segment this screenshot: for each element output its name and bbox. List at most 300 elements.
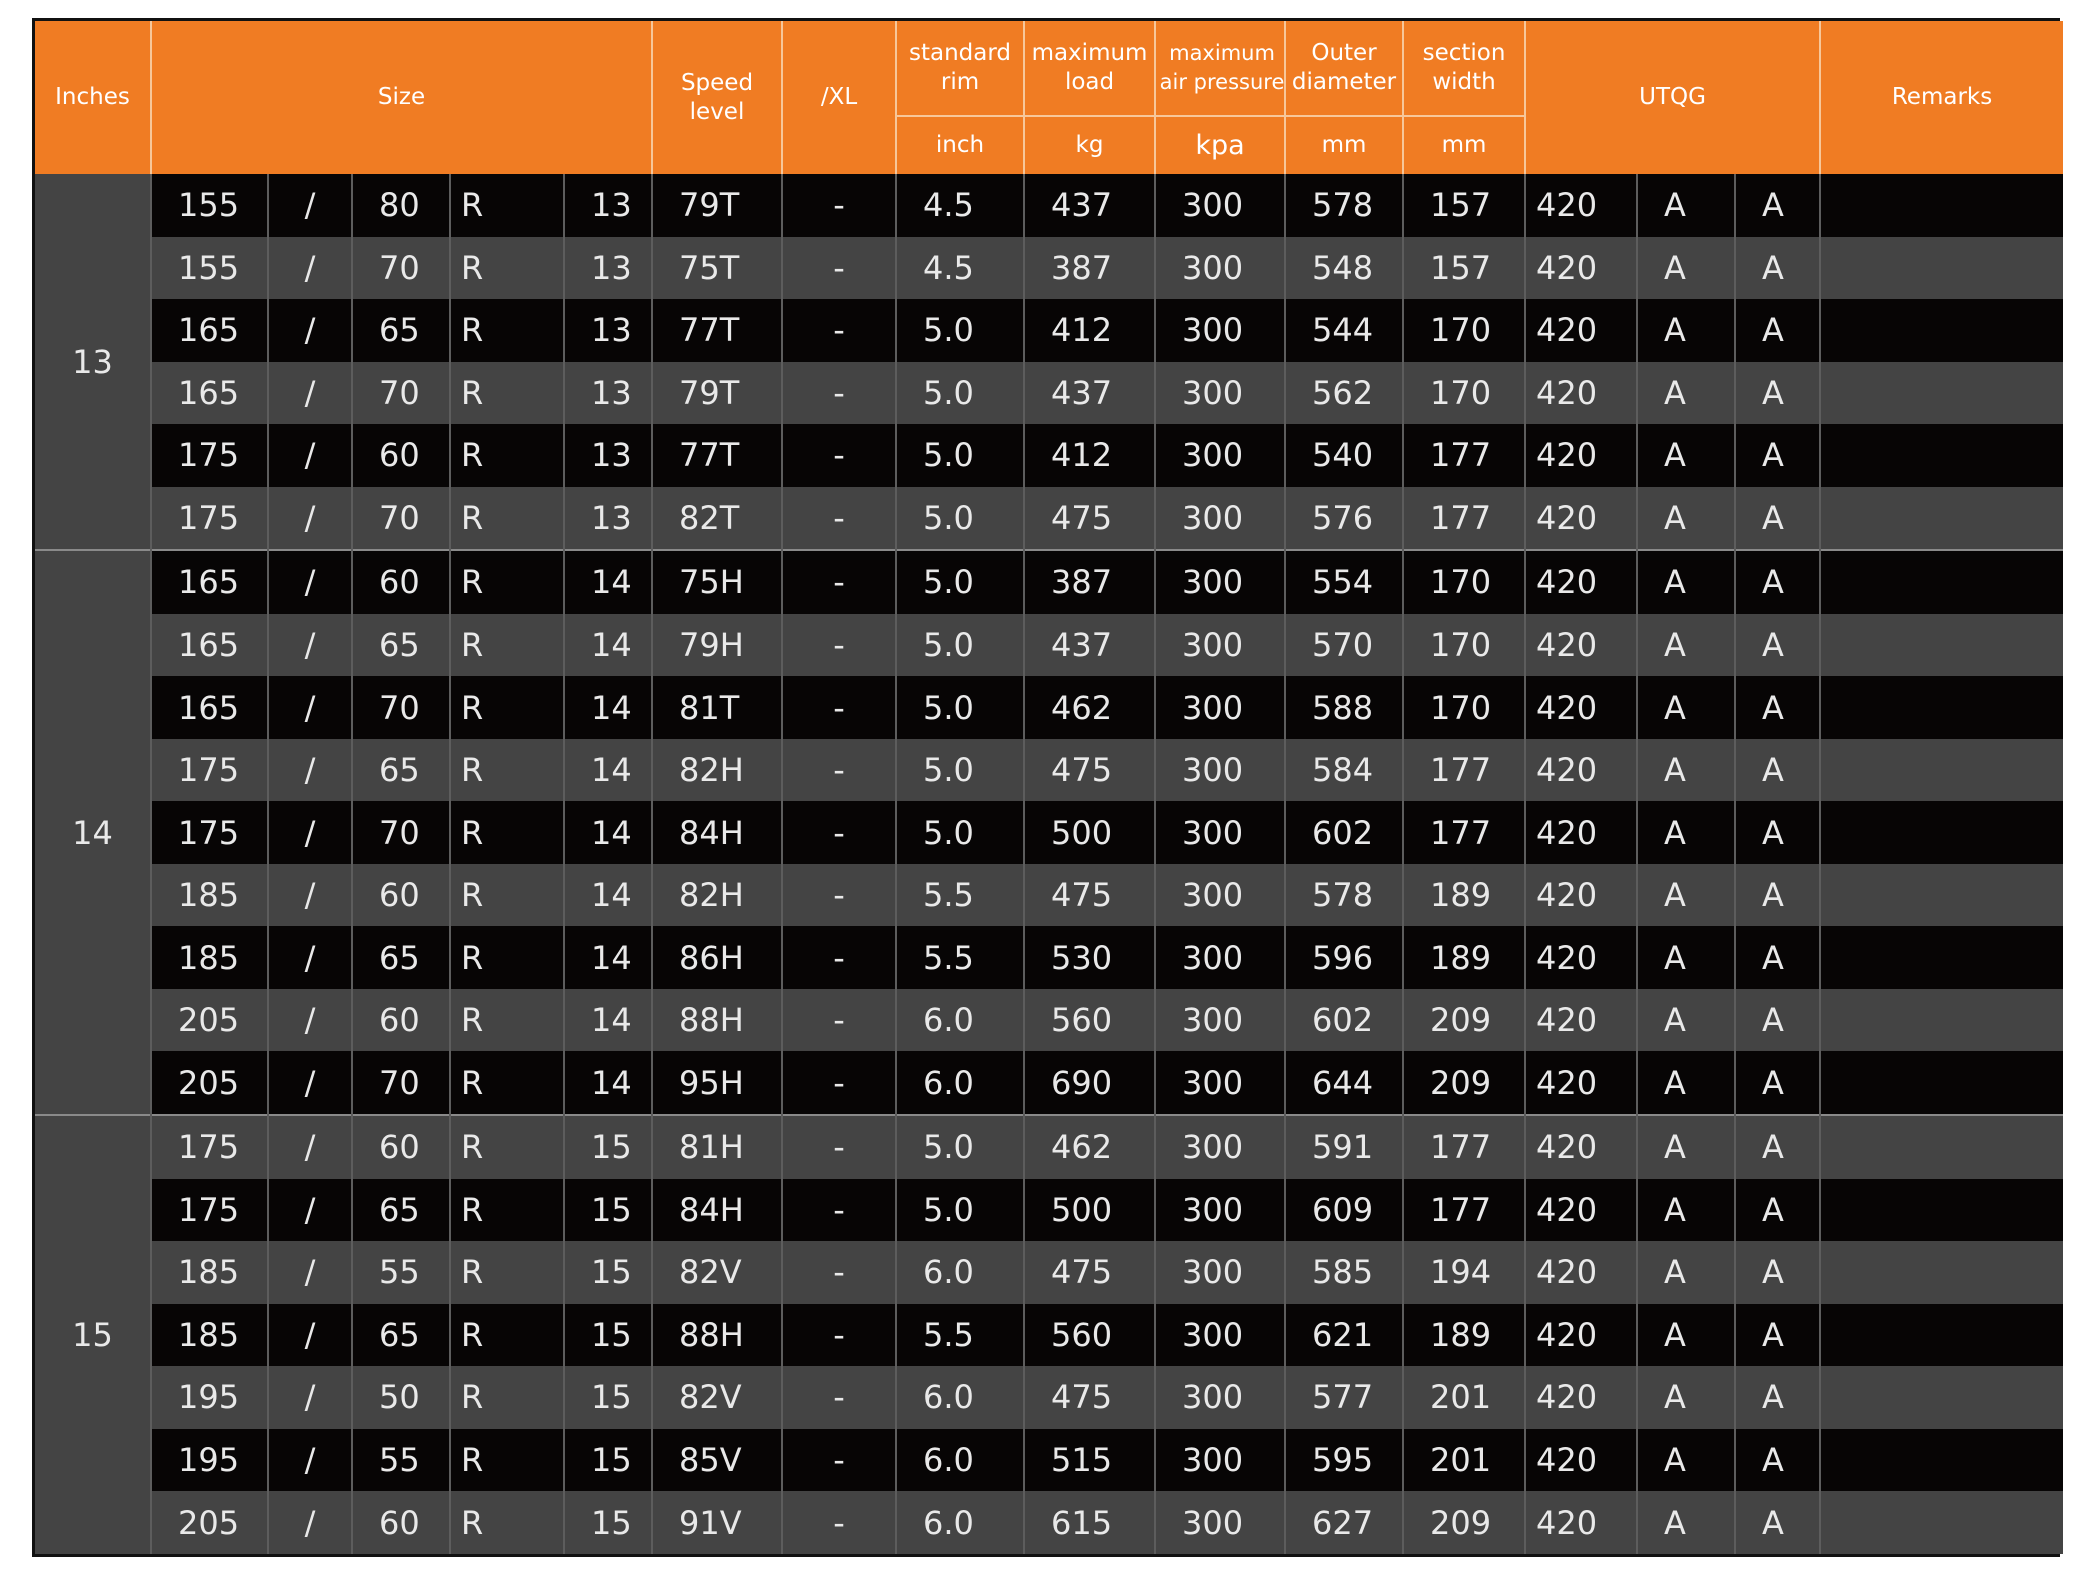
speed-level-cell: 91V <box>652 1491 782 1554</box>
tire-width-cell: 205 <box>151 989 268 1052</box>
maximum-air-pressure-cell: 300 <box>1155 362 1285 425</box>
outer-diameter-cell: 644 <box>1285 1051 1403 1115</box>
maximum-air-pressure-cell: 300 <box>1155 550 1285 614</box>
header-xl: /XL <box>782 21 896 174</box>
unit-width: mm <box>1403 116 1525 174</box>
maximum-air-pressure-cell: 300 <box>1155 237 1285 300</box>
table-row <box>35 989 2063 1052</box>
aspect-ratio-cell: 60 <box>352 550 450 614</box>
maximum-load-cell: 560 <box>1024 989 1155 1052</box>
aspect-ratio-cell: 65 <box>352 926 450 989</box>
utqg-traction-cell: A <box>1637 1304 1735 1367</box>
table-row <box>35 926 2063 989</box>
utqg-temperature-cell: A <box>1735 676 1820 739</box>
construction-cell: R <box>450 1491 564 1554</box>
utqg-temperature-cell: A <box>1735 299 1820 362</box>
tire-width-cell: 165 <box>151 676 268 739</box>
utqg-traction-cell: A <box>1637 614 1735 677</box>
size-separator-cell: / <box>268 237 352 300</box>
section-width-cell: 157 <box>1403 174 1525 237</box>
rim-diameter-cell: 14 <box>564 1051 652 1115</box>
tire-width-cell: 175 <box>151 1115 268 1179</box>
standard-rim-cell: 5.0 <box>896 487 1024 551</box>
table-row <box>35 1241 2063 1304</box>
construction-cell: R <box>450 614 564 677</box>
xl-flag-cell: - <box>782 299 896 362</box>
tire-width-cell: 175 <box>151 424 268 487</box>
construction-cell: R <box>450 801 564 864</box>
remarks-cell <box>1820 1241 2063 1304</box>
remarks-cell <box>1820 174 2063 237</box>
utqg-treadwear-cell: 420 <box>1525 926 1637 989</box>
size-separator-cell: / <box>268 1429 352 1492</box>
utqg-traction-cell: A <box>1637 801 1735 864</box>
inches-group-cell: 14 <box>35 550 151 1115</box>
xl-flag-cell: - <box>782 1429 896 1492</box>
section-width-cell: 177 <box>1403 1179 1525 1242</box>
maximum-load-cell: 387 <box>1024 237 1155 300</box>
remarks-cell <box>1820 237 2063 300</box>
size-separator-cell: / <box>268 1115 352 1179</box>
aspect-ratio-cell: 70 <box>352 237 450 300</box>
outer-diameter-cell: 621 <box>1285 1304 1403 1367</box>
table-row <box>35 676 2063 739</box>
size-separator-cell: / <box>268 614 352 677</box>
tire-width-cell: 185 <box>151 864 268 927</box>
size-separator-cell: / <box>268 1366 352 1429</box>
speed-level-cell: 88H <box>652 989 782 1052</box>
rim-diameter-cell: 14 <box>564 989 652 1052</box>
speed-level-cell: 82V <box>652 1366 782 1429</box>
maximum-air-pressure-cell: 300 <box>1155 614 1285 677</box>
utqg-traction-cell: A <box>1637 1429 1735 1492</box>
section-width-cell: 209 <box>1403 1491 1525 1554</box>
aspect-ratio-cell: 70 <box>352 801 450 864</box>
utqg-temperature-cell: A <box>1735 550 1820 614</box>
aspect-ratio-cell: 60 <box>352 1115 450 1179</box>
remarks-cell <box>1820 550 2063 614</box>
remarks-cell <box>1820 487 2063 551</box>
maximum-air-pressure-cell: 300 <box>1155 864 1285 927</box>
utqg-treadwear-cell: 420 <box>1525 614 1637 677</box>
maximum-load-cell: 690 <box>1024 1051 1155 1115</box>
standard-rim-cell: 6.0 <box>896 1241 1024 1304</box>
remarks-cell <box>1820 1115 2063 1179</box>
utqg-traction-cell: A <box>1637 989 1735 1052</box>
maximum-air-pressure-cell: 300 <box>1155 1429 1285 1492</box>
table-row <box>35 424 2063 487</box>
utqg-temperature-cell: A <box>1735 739 1820 802</box>
rim-diameter-cell: 13 <box>564 487 652 551</box>
speed-level-cell: 82T <box>652 487 782 551</box>
maximum-load-cell: 475 <box>1024 1366 1155 1429</box>
utqg-traction-cell: A <box>1637 550 1735 614</box>
maximum-air-pressure-cell: 300 <box>1155 739 1285 802</box>
maximum-load-cell: 437 <box>1024 614 1155 677</box>
rim-diameter-cell: 13 <box>564 174 652 237</box>
utqg-treadwear-cell: 420 <box>1525 1304 1637 1367</box>
aspect-ratio-cell: 65 <box>352 1179 450 1242</box>
construction-cell: R <box>450 1115 564 1179</box>
tire-width-cell: 155 <box>151 174 268 237</box>
maximum-load-cell: 475 <box>1024 864 1155 927</box>
rim-diameter-cell: 15 <box>564 1366 652 1429</box>
aspect-ratio-cell: 70 <box>352 362 450 425</box>
outer-diameter-cell: 554 <box>1285 550 1403 614</box>
size-separator-cell: / <box>268 1179 352 1242</box>
utqg-treadwear-cell: 420 <box>1525 989 1637 1052</box>
size-separator-cell: / <box>268 926 352 989</box>
rim-diameter-cell: 14 <box>564 676 652 739</box>
section-width-cell: 170 <box>1403 550 1525 614</box>
tire-width-cell: 185 <box>151 1241 268 1304</box>
speed-level-cell: 88H <box>652 1304 782 1367</box>
remarks-cell <box>1820 989 2063 1052</box>
remarks-cell <box>1820 739 2063 802</box>
utqg-treadwear-cell: 420 <box>1525 1429 1637 1492</box>
outer-diameter-cell: 548 <box>1285 237 1403 300</box>
header-remarks: Remarks <box>1820 21 2063 174</box>
size-separator-cell: / <box>268 1304 352 1367</box>
utqg-temperature-cell: A <box>1735 1304 1820 1367</box>
outer-diameter-cell: 596 <box>1285 926 1403 989</box>
tire-width-cell: 165 <box>151 614 268 677</box>
construction-cell: R <box>450 237 564 300</box>
construction-cell: R <box>450 989 564 1052</box>
size-separator-cell: / <box>268 299 352 362</box>
aspect-ratio-cell: 80 <box>352 174 450 237</box>
utqg-treadwear-cell: 420 <box>1525 174 1637 237</box>
utqg-treadwear-cell: 420 <box>1525 739 1637 802</box>
utqg-temperature-cell: A <box>1735 614 1820 677</box>
utqg-temperature-cell: A <box>1735 1241 1820 1304</box>
utqg-temperature-cell: A <box>1735 1429 1820 1492</box>
utqg-temperature-cell: A <box>1735 424 1820 487</box>
maximum-air-pressure-cell: 300 <box>1155 989 1285 1052</box>
table-row <box>35 550 2063 614</box>
xl-flag-cell: - <box>782 1304 896 1367</box>
remarks-cell <box>1820 1304 2063 1367</box>
utqg-treadwear-cell: 420 <box>1525 864 1637 927</box>
outer-diameter-cell: 602 <box>1285 989 1403 1052</box>
table-row <box>35 1115 2063 1179</box>
maximum-air-pressure-cell: 300 <box>1155 1179 1285 1242</box>
outer-diameter-cell: 578 <box>1285 864 1403 927</box>
outer-diameter-cell: 570 <box>1285 614 1403 677</box>
size-separator-cell: / <box>268 362 352 425</box>
size-separator-cell: / <box>268 676 352 739</box>
unit-rim: inch <box>896 116 1024 174</box>
section-width-cell: 177 <box>1403 739 1525 802</box>
standard-rim-cell: 5.0 <box>896 614 1024 677</box>
construction-cell: R <box>450 174 564 237</box>
maximum-load-cell: 515 <box>1024 1429 1155 1492</box>
table-row <box>35 864 2063 927</box>
rim-diameter-cell: 14 <box>564 801 652 864</box>
standard-rim-cell: 5.0 <box>896 299 1024 362</box>
header-speed-level-text: Speed level <box>680 69 754 125</box>
section-width-cell: 209 <box>1403 1051 1525 1115</box>
construction-cell: R <box>450 550 564 614</box>
size-separator-cell: / <box>268 1491 352 1554</box>
construction-cell: R <box>450 424 564 487</box>
standard-rim-cell: 5.0 <box>896 550 1024 614</box>
tire-width-cell: 195 <box>151 1429 268 1492</box>
size-separator-cell: / <box>268 424 352 487</box>
utqg-treadwear-cell: 420 <box>1525 487 1637 551</box>
standard-rim-cell: 6.0 <box>896 989 1024 1052</box>
rim-diameter-cell: 14 <box>564 926 652 989</box>
section-width-cell: 201 <box>1403 1366 1525 1429</box>
tire-width-cell: 175 <box>151 487 268 551</box>
construction-cell: R <box>450 299 564 362</box>
remarks-cell <box>1820 424 2063 487</box>
utqg-temperature-cell: A <box>1735 1366 1820 1429</box>
section-width-cell: 177 <box>1403 801 1525 864</box>
tire-width-cell: 175 <box>151 1179 268 1242</box>
utqg-temperature-cell: A <box>1735 237 1820 300</box>
maximum-air-pressure-cell: 300 <box>1155 1304 1285 1367</box>
tire-width-cell: 165 <box>151 550 268 614</box>
header-row <box>35 21 2063 116</box>
table-row <box>35 1366 2063 1429</box>
utqg-traction-cell: A <box>1637 174 1735 237</box>
header-standard-rim <box>896 21 1024 116</box>
header-maximum-load <box>1024 21 1155 116</box>
utqg-traction-cell: A <box>1637 1241 1735 1304</box>
outer-diameter-cell: 591 <box>1285 1115 1403 1179</box>
maximum-air-pressure-cell: 300 <box>1155 801 1285 864</box>
outer-diameter-cell: 540 <box>1285 424 1403 487</box>
rim-diameter-cell: 14 <box>564 864 652 927</box>
remarks-cell <box>1820 1179 2063 1242</box>
standard-rim-cell: 5.5 <box>896 864 1024 927</box>
header-standard-rim-text: standard rim <box>909 40 1012 95</box>
xl-flag-cell: - <box>782 676 896 739</box>
section-width-cell: 170 <box>1403 614 1525 677</box>
rim-diameter-cell: 15 <box>564 1241 652 1304</box>
aspect-ratio-cell: 60 <box>352 424 450 487</box>
utqg-treadwear-cell: 420 <box>1525 1241 1637 1304</box>
construction-cell: R <box>450 926 564 989</box>
utqg-treadwear-cell: 420 <box>1525 1491 1637 1554</box>
standard-rim-cell: 4.5 <box>896 174 1024 237</box>
speed-level-cell: 75T <box>652 237 782 300</box>
rim-diameter-cell: 13 <box>564 362 652 425</box>
standard-rim-cell: 6.0 <box>896 1051 1024 1115</box>
table-row <box>35 299 2063 362</box>
outer-diameter-cell: 562 <box>1285 362 1403 425</box>
table-row <box>35 739 2063 802</box>
aspect-ratio-cell: 55 <box>352 1241 450 1304</box>
outer-diameter-cell: 584 <box>1285 739 1403 802</box>
xl-flag-cell: - <box>782 1179 896 1242</box>
maximum-load-cell: 530 <box>1024 926 1155 989</box>
utqg-traction-cell: A <box>1637 1051 1735 1115</box>
size-separator-cell: / <box>268 487 352 551</box>
speed-level-cell: 79H <box>652 614 782 677</box>
remarks-cell <box>1820 864 2063 927</box>
table-row <box>35 1491 2063 1554</box>
standard-rim-cell: 5.0 <box>896 676 1024 739</box>
utqg-traction-cell: A <box>1637 1491 1735 1554</box>
outer-diameter-cell: 578 <box>1285 174 1403 237</box>
rim-diameter-cell: 15 <box>564 1491 652 1554</box>
table-row <box>35 1051 2063 1115</box>
utqg-traction-cell: A <box>1637 362 1735 425</box>
header-section-width-text: section width <box>1422 40 1506 95</box>
header-utqg: UTQG <box>1525 21 1820 174</box>
aspect-ratio-cell: 70 <box>352 676 450 739</box>
utqg-treadwear-cell: 420 <box>1525 550 1637 614</box>
inches-group-cell: 13 <box>35 174 151 550</box>
outer-diameter-cell: 544 <box>1285 299 1403 362</box>
utqg-traction-cell: A <box>1637 676 1735 739</box>
utqg-treadwear-cell: 420 <box>1525 1366 1637 1429</box>
utqg-traction-cell: A <box>1637 299 1735 362</box>
standard-rim-cell: 5.0 <box>896 801 1024 864</box>
rim-diameter-cell: 13 <box>564 237 652 300</box>
maximum-load-cell: 475 <box>1024 487 1155 551</box>
standard-rim-cell: 4.5 <box>896 237 1024 300</box>
utqg-temperature-cell: A <box>1735 926 1820 989</box>
maximum-load-cell: 615 <box>1024 1491 1155 1554</box>
construction-cell: R <box>450 739 564 802</box>
rim-diameter-cell: 14 <box>564 550 652 614</box>
rim-diameter-cell: 14 <box>564 614 652 677</box>
remarks-cell <box>1820 1429 2063 1492</box>
xl-flag-cell: - <box>782 237 896 300</box>
speed-level-cell: 77T <box>652 424 782 487</box>
unit-pressure: kpa <box>1155 116 1285 174</box>
table-row <box>35 1429 2063 1492</box>
speed-level-cell: 75H <box>652 550 782 614</box>
xl-flag-cell: - <box>782 739 896 802</box>
remarks-cell <box>1820 801 2063 864</box>
speed-level-cell: 77T <box>652 299 782 362</box>
standard-rim-cell: 6.0 <box>896 1429 1024 1492</box>
construction-cell: R <box>450 676 564 739</box>
xl-flag-cell: - <box>782 174 896 237</box>
maximum-load-cell: 475 <box>1024 739 1155 802</box>
standard-rim-cell: 5.0 <box>896 739 1024 802</box>
utqg-treadwear-cell: 420 <box>1525 1051 1637 1115</box>
remarks-cell <box>1820 614 2063 677</box>
table-row <box>35 362 2063 425</box>
section-width-cell: 189 <box>1403 926 1525 989</box>
maximum-load-cell: 412 <box>1024 299 1155 362</box>
tire-width-cell: 175 <box>151 739 268 802</box>
rim-diameter-cell: 13 <box>564 424 652 487</box>
speed-level-cell: 81H <box>652 1115 782 1179</box>
aspect-ratio-cell: 65 <box>352 739 450 802</box>
header-outer-diameter-text: Outer diameter <box>1291 40 1397 95</box>
size-separator-cell: / <box>268 550 352 614</box>
table-row <box>35 801 2063 864</box>
section-width-cell: 201 <box>1403 1429 1525 1492</box>
speed-level-cell: 82V <box>652 1241 782 1304</box>
tire-width-cell: 205 <box>151 1051 268 1115</box>
utqg-treadwear-cell: 420 <box>1525 1179 1637 1242</box>
aspect-ratio-cell: 65 <box>352 299 450 362</box>
standard-rim-cell: 5.0 <box>896 1179 1024 1242</box>
outer-diameter-cell: 602 <box>1285 801 1403 864</box>
standard-rim-cell: 5.0 <box>896 424 1024 487</box>
tire-spec-table <box>32 18 2060 1557</box>
speed-level-cell: 84H <box>652 1179 782 1242</box>
construction-cell: R <box>450 1179 564 1242</box>
maximum-air-pressure-cell: 300 <box>1155 174 1285 237</box>
maximum-load-cell: 560 <box>1024 1304 1155 1367</box>
utqg-treadwear-cell: 420 <box>1525 801 1637 864</box>
xl-flag-cell: - <box>782 864 896 927</box>
utqg-treadwear-cell: 420 <box>1525 1115 1637 1179</box>
standard-rim-cell: 5.0 <box>896 362 1024 425</box>
speed-level-cell: 79T <box>652 174 782 237</box>
utqg-traction-cell: A <box>1637 864 1735 927</box>
aspect-ratio-cell: 60 <box>352 864 450 927</box>
standard-rim-cell: 6.0 <box>896 1366 1024 1429</box>
size-separator-cell: / <box>268 989 352 1052</box>
utqg-traction-cell: A <box>1637 487 1735 551</box>
table-row <box>35 487 2063 551</box>
tire-width-cell: 185 <box>151 1304 268 1367</box>
speed-level-cell: 82H <box>652 739 782 802</box>
rim-diameter-cell: 15 <box>564 1429 652 1492</box>
xl-flag-cell: - <box>782 1491 896 1554</box>
remarks-cell <box>1820 1491 2063 1554</box>
header-maximum-air-pressure <box>1155 21 1285 116</box>
xl-flag-cell: - <box>782 550 896 614</box>
xl-flag-cell: - <box>782 1366 896 1429</box>
rim-diameter-cell: 13 <box>564 299 652 362</box>
section-width-cell: 194 <box>1403 1241 1525 1304</box>
maximum-air-pressure-cell: 300 <box>1155 676 1285 739</box>
utqg-traction-cell: A <box>1637 1179 1735 1242</box>
maximum-load-cell: 462 <box>1024 676 1155 739</box>
outer-diameter-cell: 595 <box>1285 1429 1403 1492</box>
xl-flag-cell: - <box>782 362 896 425</box>
maximum-air-pressure-cell: 300 <box>1155 926 1285 989</box>
speed-level-cell: 95H <box>652 1051 782 1115</box>
section-width-cell: 170 <box>1403 676 1525 739</box>
utqg-temperature-cell: A <box>1735 1491 1820 1554</box>
tire-width-cell: 165 <box>151 362 268 425</box>
unit-diameter: mm <box>1285 116 1403 174</box>
utqg-temperature-cell: A <box>1735 1115 1820 1179</box>
utqg-treadwear-cell: 420 <box>1525 237 1637 300</box>
aspect-ratio-cell: 60 <box>352 1491 450 1554</box>
aspect-ratio-cell: 50 <box>352 1366 450 1429</box>
outer-diameter-cell: 627 <box>1285 1491 1403 1554</box>
table-body <box>35 174 2063 1554</box>
standard-rim-cell: 5.0 <box>896 1115 1024 1179</box>
rim-diameter-cell: 15 <box>564 1304 652 1367</box>
xl-flag-cell: - <box>782 926 896 989</box>
size-separator-cell: / <box>268 1241 352 1304</box>
utqg-traction-cell: A <box>1637 739 1735 802</box>
construction-cell: R <box>450 362 564 425</box>
xl-flag-cell: - <box>782 487 896 551</box>
tire-width-cell: 155 <box>151 237 268 300</box>
utqg-traction-cell: A <box>1637 1115 1735 1179</box>
standard-rim-cell: 5.5 <box>896 1304 1024 1367</box>
header-section-width <box>1403 21 1525 116</box>
speed-level-cell: 82H <box>652 864 782 927</box>
speed-level-cell: 79T <box>652 362 782 425</box>
section-width-cell: 177 <box>1403 487 1525 551</box>
aspect-ratio-cell: 65 <box>352 1304 450 1367</box>
